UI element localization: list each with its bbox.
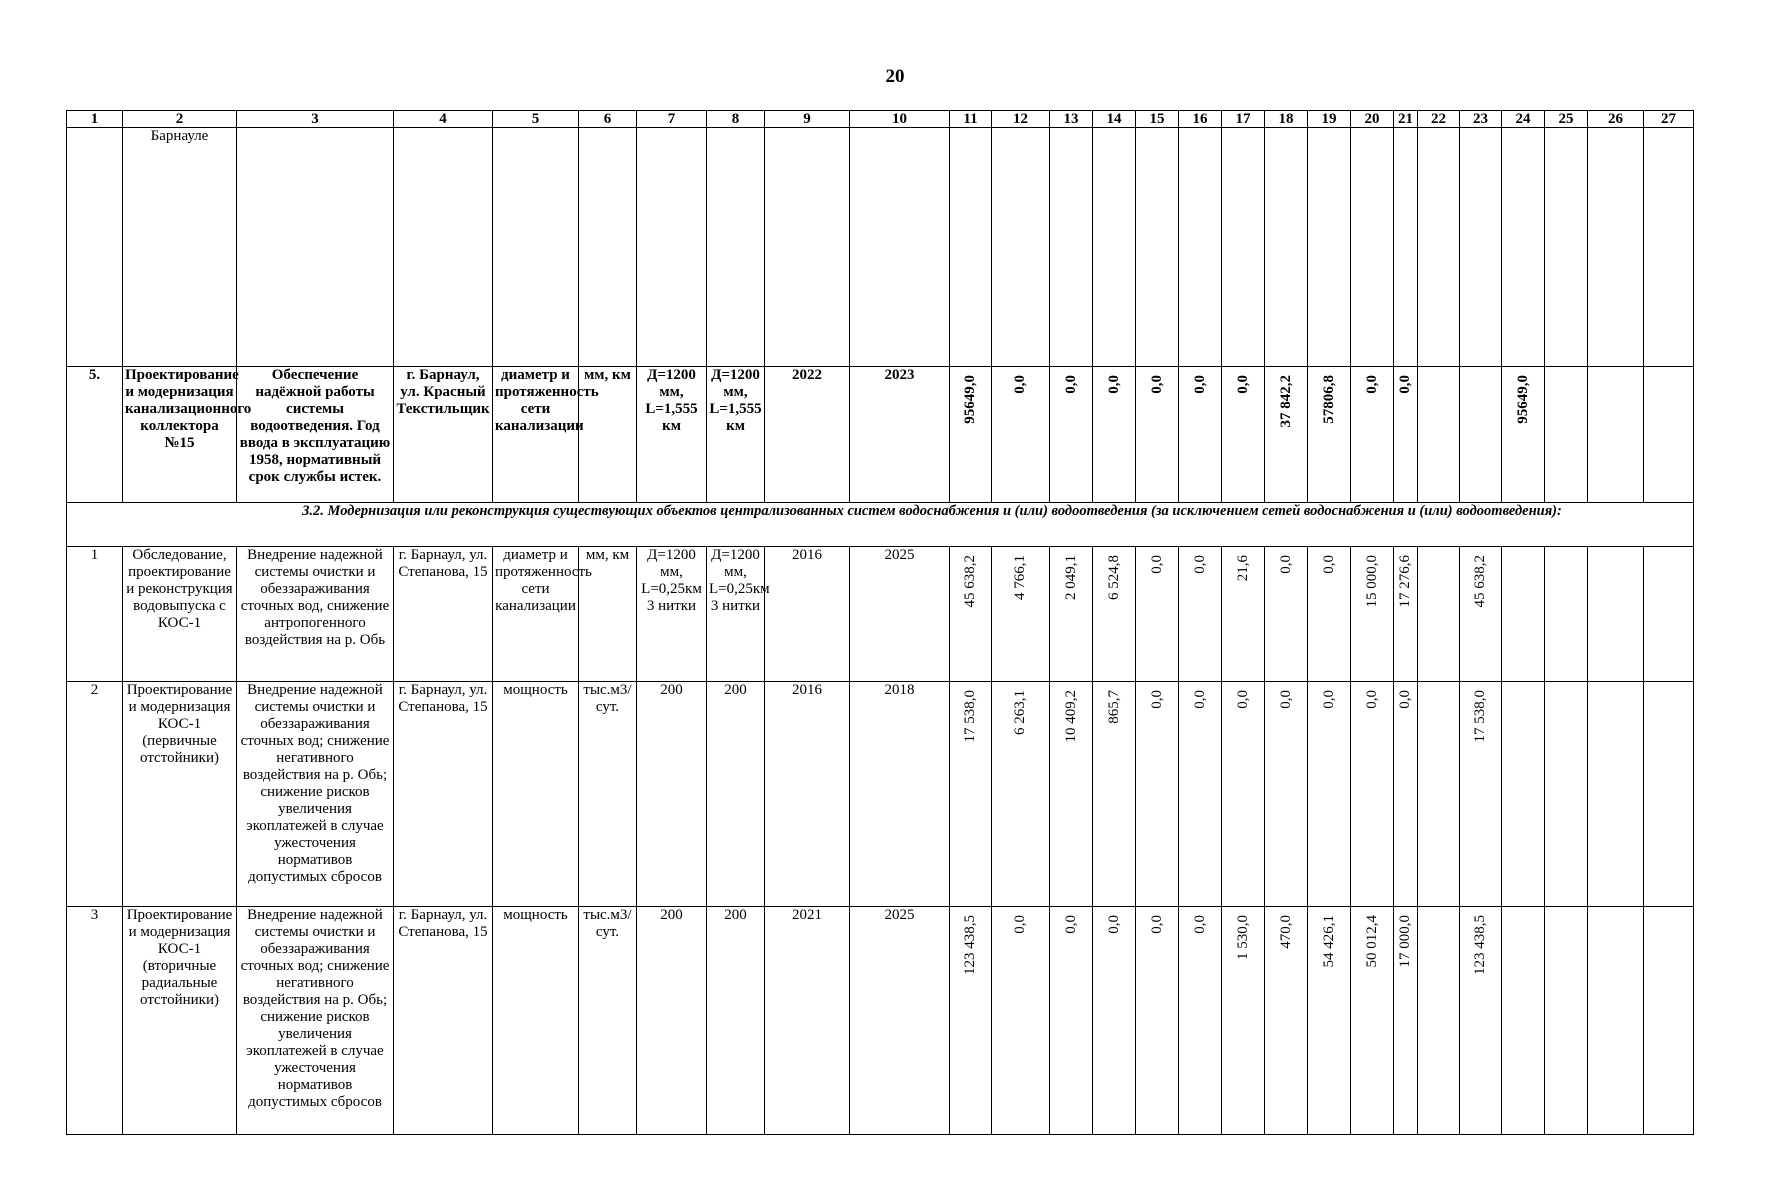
cell-name: Проектирование и модернизация КОС-1 (вторичные радиальные отстойники) bbox=[123, 907, 237, 1135]
cell-start-year: 2022 bbox=[765, 367, 850, 503]
cell-v17: 0,0 bbox=[1234, 375, 1251, 394]
section-row bbox=[67, 503, 1694, 547]
cell-name: Проектирование и модернизация КОС-1 (первичные отстойники) bbox=[123, 682, 237, 907]
cell-v12: 0,0 bbox=[1012, 915, 1028, 934]
header-cell: 6 bbox=[579, 111, 637, 128]
cell-v17: 0,0 bbox=[1234, 690, 1251, 709]
cell-v21: 17 276,6 bbox=[1397, 555, 1413, 608]
cell-goal: Внедрение надежной системы очистки и обеззараживания сточных вод, снижение антропогенного воздействия на р. Обь bbox=[237, 547, 394, 682]
cell-v18: 470,0 bbox=[1277, 915, 1294, 949]
header-cell: 5 bbox=[493, 111, 579, 128]
cell-v23: 123 438,5 bbox=[1472, 915, 1488, 975]
header-cell: 17 bbox=[1222, 111, 1265, 128]
cell-v23: 17 538,0 bbox=[1472, 690, 1488, 743]
page-number: 20 bbox=[885, 66, 905, 87]
cell-before: Д=1200 мм, L=1,555 км bbox=[637, 367, 707, 503]
cell-address: г. Барнаул, ул. Красный Текстильщик bbox=[394, 367, 493, 503]
header-cell: 16 bbox=[1179, 111, 1222, 128]
table-row-collector-15 bbox=[67, 367, 1694, 503]
header-cell: 23 bbox=[1460, 111, 1502, 128]
cell-after: Д=1200 мм, L=1,555 км bbox=[707, 367, 765, 503]
cell-name: Проектирование и модернизация канализационного коллектора №15 bbox=[123, 367, 237, 503]
investment-program-table bbox=[66, 110, 1694, 1135]
header-cell: 11 bbox=[950, 111, 992, 128]
cell-v18: 0,0 bbox=[1277, 690, 1294, 709]
cell-v11: 95649,0 bbox=[962, 375, 978, 424]
header-row bbox=[67, 111, 1694, 128]
cell-goal: Внедрение надежной системы очистки и обеззараживания сточных вод; снижение негативного воздействия на р. Обь; снижение рисков увеличения экоплатежей в случае ужесточения нормативов допустимых сбросов bbox=[237, 682, 394, 907]
cell-before: Д=1200 мм, L=0,25км 3 нитки bbox=[637, 547, 707, 682]
cell-v16: 0,0 bbox=[1191, 915, 1208, 934]
cell-goal: Обеспечение надёжной работы системы водоотведения. Год ввода в эксплуатацию 1958, нормативный срок службы истек. bbox=[237, 367, 394, 503]
header-cell: 4 bbox=[394, 111, 493, 128]
cell-unit: тыс.м3/ сут. bbox=[579, 682, 637, 907]
section-title: 3.2. Модернизация или реконструкция существующих объектов централизованных систем водоснабжения и (или) водоотведения (за исключением сетей водоснабжения и (или) водоотведения): bbox=[67, 503, 1694, 547]
cell-v19: 57806,8 bbox=[1320, 375, 1337, 424]
cell-before: 200 bbox=[637, 682, 707, 907]
cell-after: 200 bbox=[707, 682, 765, 907]
cell-v13: 2 049,1 bbox=[1062, 555, 1079, 600]
cell-goal: Внедрение надежной системы очистки и обеззараживания сточных вод; снижение негативного воздействия на р. Обь; снижение рисков увеличения экоплатежей в случае ужесточения нормативов допустимых сбросов bbox=[237, 907, 394, 1135]
cell-v13: 10 409,2 bbox=[1062, 690, 1079, 743]
cell-start-year: 2021 bbox=[765, 907, 850, 1135]
cell-v15: 0,0 bbox=[1148, 375, 1165, 394]
cell-start-year: 2016 bbox=[765, 547, 850, 682]
header-cell: 18 bbox=[1265, 111, 1308, 128]
cell-v15: 0,0 bbox=[1148, 555, 1165, 574]
header-cell: 10 bbox=[850, 111, 950, 128]
cell-v11: 17 538,0 bbox=[962, 690, 978, 743]
cell-unit: мм, км bbox=[579, 367, 637, 503]
cell-v20: 15 000,0 bbox=[1363, 555, 1380, 608]
header-cell: 8 bbox=[707, 111, 765, 128]
header-cell: 14 bbox=[1093, 111, 1136, 128]
cell-end-year: 2018 bbox=[850, 682, 950, 907]
cell-v14: 0,0 bbox=[1105, 915, 1122, 934]
cell-v18: 37 842,2 bbox=[1277, 375, 1294, 428]
cell-param: мощность bbox=[493, 682, 579, 907]
cell-end-year: 2025 bbox=[850, 547, 950, 682]
table-row-continuation bbox=[67, 128, 1694, 367]
cell-name: Барнауле bbox=[123, 128, 237, 367]
cell-v11: 123 438,5 bbox=[962, 915, 978, 975]
cell-v15: 0,0 bbox=[1148, 690, 1165, 709]
cell-num: 2 bbox=[67, 682, 123, 907]
cell-unit: мм, км bbox=[579, 547, 637, 682]
cell-end-year: 2023 bbox=[850, 367, 950, 503]
cell-v17: 1 530,0 bbox=[1234, 915, 1251, 960]
header-cell: 3 bbox=[237, 111, 394, 128]
cell-v19: 0,0 bbox=[1320, 690, 1337, 709]
cell-v16: 0,0 bbox=[1191, 690, 1208, 709]
cell-v12: 6 263,1 bbox=[1012, 690, 1028, 735]
cell-v17: 21,6 bbox=[1234, 555, 1251, 582]
cell-v19: 0,0 bbox=[1320, 555, 1337, 574]
header-cell: 25 bbox=[1545, 111, 1588, 128]
header-cell: 27 bbox=[1644, 111, 1694, 128]
cell-address: г. Барнаул, ул. Степанова, 15 bbox=[394, 907, 493, 1135]
cell-v14: 6 524,8 bbox=[1105, 555, 1122, 600]
cell-v21: 0,0 bbox=[1397, 690, 1413, 709]
cell-v14: 0,0 bbox=[1105, 375, 1122, 394]
header-cell: 19 bbox=[1308, 111, 1351, 128]
cell-v18: 0,0 bbox=[1277, 555, 1294, 574]
cell-v13: 0,0 bbox=[1062, 915, 1079, 934]
header-cell: 26 bbox=[1588, 111, 1644, 128]
cell-v21: 0,0 bbox=[1397, 375, 1413, 394]
cell-v15: 0,0 bbox=[1148, 915, 1165, 934]
cell-v20: 0,0 bbox=[1363, 375, 1380, 394]
cell-v14: 865,7 bbox=[1105, 690, 1122, 724]
header-cell: 2 bbox=[123, 111, 237, 128]
cell-v13: 0,0 bbox=[1062, 375, 1079, 394]
cell-num: 5. bbox=[67, 367, 123, 503]
cell-start-year: 2016 bbox=[765, 682, 850, 907]
header-cell: 9 bbox=[765, 111, 850, 128]
header-cell: 7 bbox=[637, 111, 707, 128]
cell-num: 1 bbox=[67, 547, 123, 682]
table-row-primary-settlers bbox=[67, 682, 1694, 907]
cell-param: мощность bbox=[493, 907, 579, 1135]
cell-v12: 0,0 bbox=[1012, 375, 1028, 394]
header-cell: 21 bbox=[1394, 111, 1418, 128]
cell-v20: 50 012,4 bbox=[1363, 915, 1380, 968]
header-cell: 12 bbox=[992, 111, 1050, 128]
table-row-secondary-settlers bbox=[67, 907, 1694, 1135]
cell-v16: 0,0 bbox=[1191, 375, 1208, 394]
cell-unit: тыс.м3/ сут. bbox=[579, 907, 637, 1135]
header-cell: 24 bbox=[1502, 111, 1545, 128]
cell-param: диаметр и протяженность сети канализации bbox=[493, 367, 579, 503]
header-cell: 13 bbox=[1050, 111, 1093, 128]
cell-v19: 54 426,1 bbox=[1320, 915, 1337, 968]
cell-param: диаметр и протяженность сети канализации bbox=[493, 547, 579, 682]
cell-v24: 95649,0 bbox=[1514, 375, 1531, 424]
cell-num: 3 bbox=[67, 907, 123, 1135]
header-cell: 15 bbox=[1136, 111, 1179, 128]
header-cell: 22 bbox=[1418, 111, 1460, 128]
cell-end-year: 2025 bbox=[850, 907, 950, 1135]
cell-v20: 0,0 bbox=[1363, 690, 1380, 709]
cell-v11: 45 638,2 bbox=[962, 555, 978, 608]
table-row-outlet bbox=[67, 547, 1694, 682]
header-cell: 20 bbox=[1351, 111, 1394, 128]
header-cell: 1 bbox=[67, 111, 123, 128]
cell-name: Обследование, проектирование и реконструкция водовыпуска с КОС-1 bbox=[123, 547, 237, 682]
cell-after: 200 bbox=[707, 907, 765, 1135]
cell-address: г. Барнаул, ул. Степанова, 15 bbox=[394, 682, 493, 907]
cell-v21: 17 000,0 bbox=[1397, 915, 1413, 968]
cell-address: г. Барнаул, ул. Степанова, 15 bbox=[394, 547, 493, 682]
cell-v23: 45 638,2 bbox=[1472, 555, 1488, 608]
cell-v16: 0,0 bbox=[1191, 555, 1208, 574]
cell-before: 200 bbox=[637, 907, 707, 1135]
cell-after: Д=1200 мм, L=0,25км 3 нитки bbox=[707, 547, 765, 682]
cell-v12: 4 766,1 bbox=[1012, 555, 1028, 600]
